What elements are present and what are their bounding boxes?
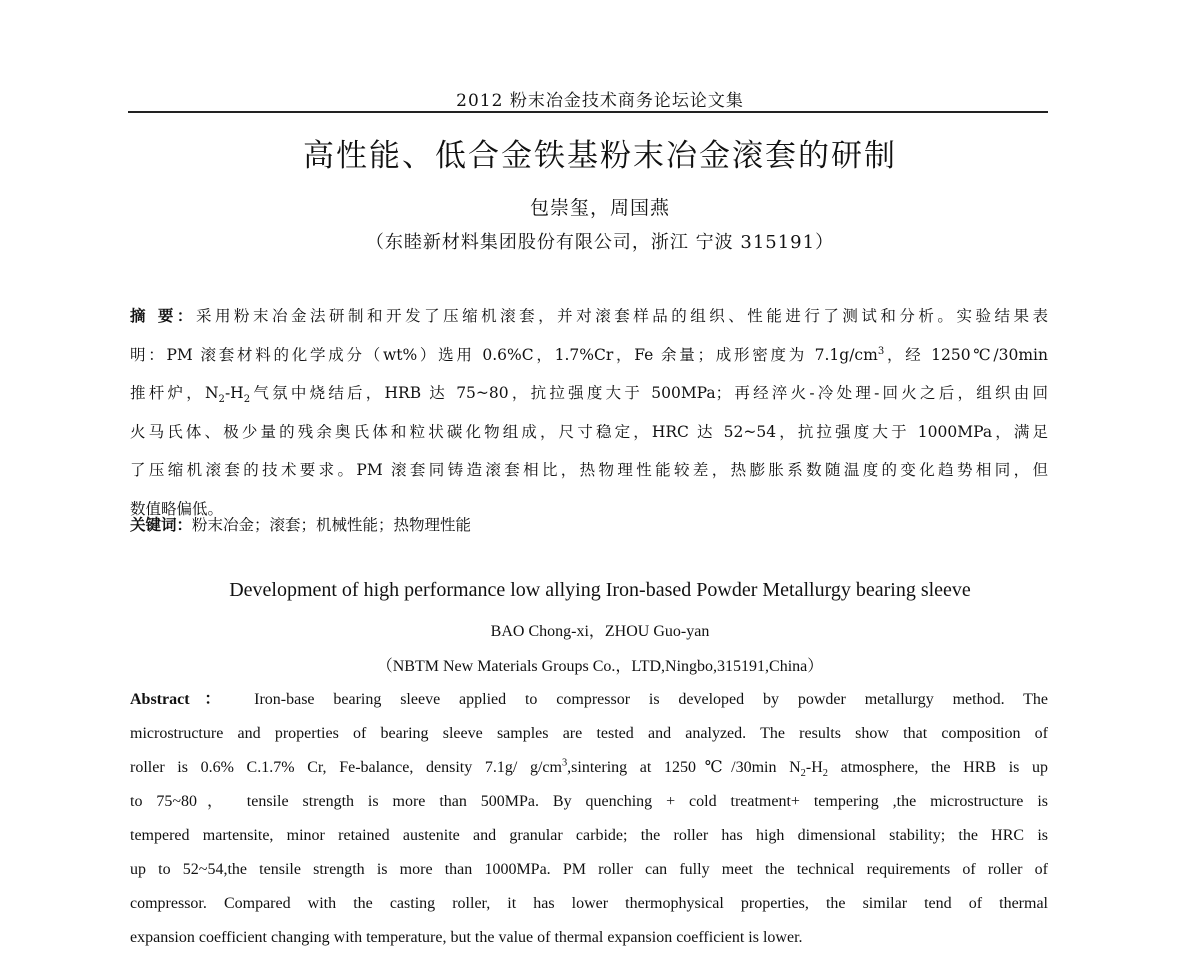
english-affiliation: （NBTM New Materials Groups Co.，LTD,Ningbo,315191,China） [376, 658, 824, 675]
chinese-authors: 包崇玺，周国燕 [529, 197, 670, 219]
chinese-title: 高性能、低合金铁基粉末冶金滚套的研制 [303, 138, 897, 174]
chinese-abstract-line: 明：PM 滚套材料的化学成分（wt%）选用 0.6%C，1.7%Cr，Fe 余量；成形密度为 $7.1g/cm^3$，经 1250℃/30min [130, 345, 1049, 364]
english-abstract-line: microstructure and properties of bearing sleeve samples are tested and analyzed. The results show that composition of [130, 725, 1048, 742]
chinese-affiliation: （东睦新材料集团股份有限公司，浙江 宁波 315191） [365, 232, 835, 253]
english-title: Development of high performance low allying Iron-based Powder Metallurgy bearing sleeve [229, 579, 971, 601]
chinese-keywords-label: 关键词： [130, 515, 193, 534]
english-abstract-line: to 75~80， tensile strength is more than 500MPa. By quenching + cold treatment+ tempering ,the microstructure is [130, 793, 1048, 810]
english-abstract-line: compressor. Compared with the casting roller, it has lower thermophysical properties, the similar tend of thermal [130, 895, 1048, 912]
chinese-abstract [130, 297, 1048, 528]
english-abstract-line: tempered martensite, minor retained austenite and granular carbide; the roller has high dimensional stability; the HRC is [130, 827, 1048, 844]
english-authors: BAO Chong-xi，ZHOU Guo-yan [490, 623, 710, 640]
english-abstract [130, 683, 1048, 955]
chinese-abstract-line: 数值略偏低。 [130, 499, 224, 518]
chinese-keywords-text: 粉末冶金；滚套；机械性能；热物理性能 [192, 516, 472, 534]
chinese-abstract-line: 摘 要：采用粉末冶金法研制和开发了压缩机滚套，并对滚套样品的组织、性能进行了测试和分析。实验结果表 [130, 306, 1048, 325]
english-abstract-label: Abstract： [130, 691, 236, 708]
english-abstract-line: roller is 0.6% C.1.7% Cr, Fe-balance, density 7.1g/ $g/cm^3,sintering$ at 1250℃/30min $N_2-H_2$ atmosphere, the HRB is up [130, 757, 1049, 780]
running-header: 2012 粉末冶金技术商务论坛论文集 [456, 91, 744, 111]
chinese-keywords [130, 510, 1048, 540]
header-rule [128, 111, 1048, 113]
chinese-abstract-line: 了压缩机滚套的技术要求。PM 滚套同铸造滚套相比，热物理性能较差，热膨胀系数随温度的变化趋势相同，但 [130, 461, 1048, 479]
english-abstract-line: Abstract： Iron-base bearing sleeve applied to compressor is developed by powder metallurgy method. The [130, 691, 1049, 708]
chinese-abstract-label: 摘 要： [130, 306, 196, 325]
chinese-abstract-line: 火马氏体、极少量的残余奥氏体和粒状碳化物组成，尺寸稳定，HRC 达 52~54，抗拉强度大于 1000MPa，满足 [130, 422, 1048, 441]
english-abstract-line: up to 52~54,the tensile strength is more than 1000MPa. PM roller can fully meet the technical requirements of roller of [130, 861, 1048, 878]
english-abstract-line: expansion coefficient changing with temperature, but the value of thermal expansion coefficient is lower. [130, 929, 803, 946]
chinese-abstract-line: 推杆炉，$N_2-H_2$气氛中烧结后，HRB 达 75~80，抗拉强度大于 500MPa；再经淬火-冷处理-回火之后，组织由回 [130, 384, 1048, 406]
